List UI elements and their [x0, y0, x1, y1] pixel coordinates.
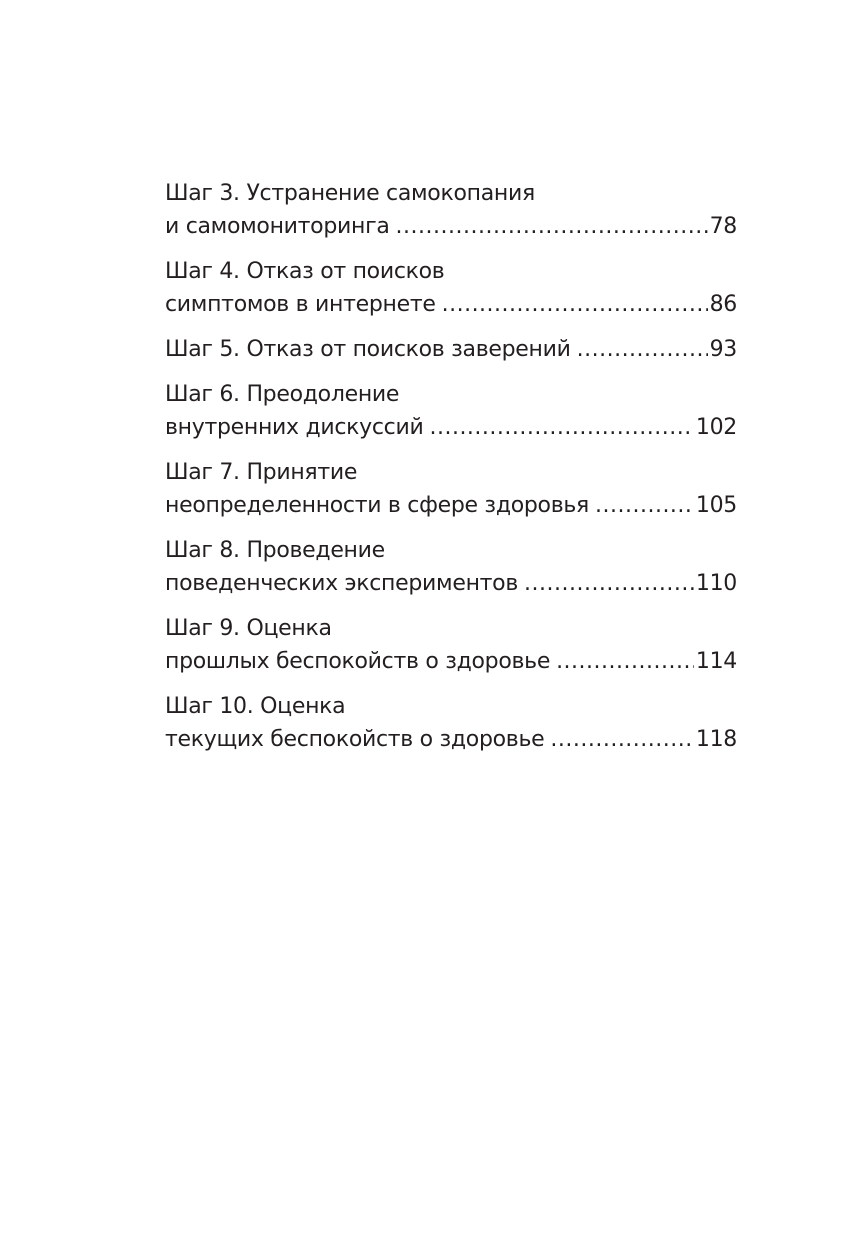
toc-entry-title: Шаг 3. Устранение самокопания	[165, 181, 535, 206]
toc-entry-leader-line	[165, 210, 737, 243]
dot-leader	[577, 333, 708, 366]
toc-entry-step-3[interactable]	[165, 177, 737, 243]
toc-entry-title-continued: текущих беспокойств о здоровье	[165, 727, 545, 752]
toc-entry-title: Шаг 8. Проведение	[165, 538, 385, 563]
table-of-contents	[165, 177, 737, 768]
toc-entry-leader-line	[165, 411, 737, 444]
toc-entry-title-continued: и самомониторинга	[165, 214, 390, 239]
toc-page-number: 118	[695, 727, 737, 752]
toc-entry-step-6[interactable]	[165, 378, 737, 444]
dot-leader	[396, 210, 708, 243]
toc-page-number: 78	[709, 214, 737, 239]
toc-entry-leader-line	[165, 723, 737, 756]
toc-entry-leader-line	[165, 288, 737, 321]
toc-entry-title: Шаг 10. Оценка	[165, 694, 346, 719]
dot-leader	[595, 489, 694, 522]
toc-entry-step-4[interactable]	[165, 255, 737, 321]
toc-entry-title-continued: неопределенности в сфере здоровья	[165, 493, 589, 518]
toc-entry-title-continued: внутренних дискуссий	[165, 415, 424, 440]
toc-entry-leader-line	[165, 645, 737, 678]
toc-page-number: 105	[695, 493, 737, 518]
toc-entry-leader-line	[165, 333, 737, 366]
toc-entry-step-8[interactable]	[165, 534, 737, 600]
toc-entry-title: Шаг 9. Оценка	[165, 616, 332, 641]
toc-entry-title-continued: прошлых беспокойств о здоровье	[165, 649, 551, 674]
toc-page-number: 110	[695, 571, 737, 596]
toc-entry-title: Шаг 4. Отказ от поисков	[165, 259, 445, 284]
toc-entry-leader-line	[165, 489, 737, 522]
toc-entry-title-continued: симптомов в интернете	[165, 292, 436, 317]
dot-leader	[429, 411, 693, 444]
toc-entry-step-9[interactable]	[165, 612, 737, 678]
toc-entry-title-continued: поведенческих экспериментов	[165, 571, 518, 596]
toc-entry-title: Шаг 7. Принятие	[165, 460, 358, 485]
dot-leader	[442, 288, 708, 321]
toc-page-number: 114	[695, 649, 737, 674]
toc-entry-title: Шаг 6. Преодоление	[165, 382, 400, 407]
dot-leader	[550, 723, 694, 756]
toc-entry-title: Шаг 5. Отказ от поисков заверений	[165, 337, 571, 362]
toc-page-number: 102	[695, 415, 737, 440]
toc-entry-leader-line	[165, 567, 737, 600]
toc-entry-step-7[interactable]	[165, 456, 737, 522]
toc-page-number: 93	[709, 337, 737, 362]
toc-page-number: 86	[709, 292, 737, 317]
dot-leader	[556, 645, 694, 678]
dot-leader	[524, 567, 694, 600]
toc-entry-step-10[interactable]	[165, 690, 737, 756]
toc-entry-step-5[interactable]	[165, 333, 737, 366]
